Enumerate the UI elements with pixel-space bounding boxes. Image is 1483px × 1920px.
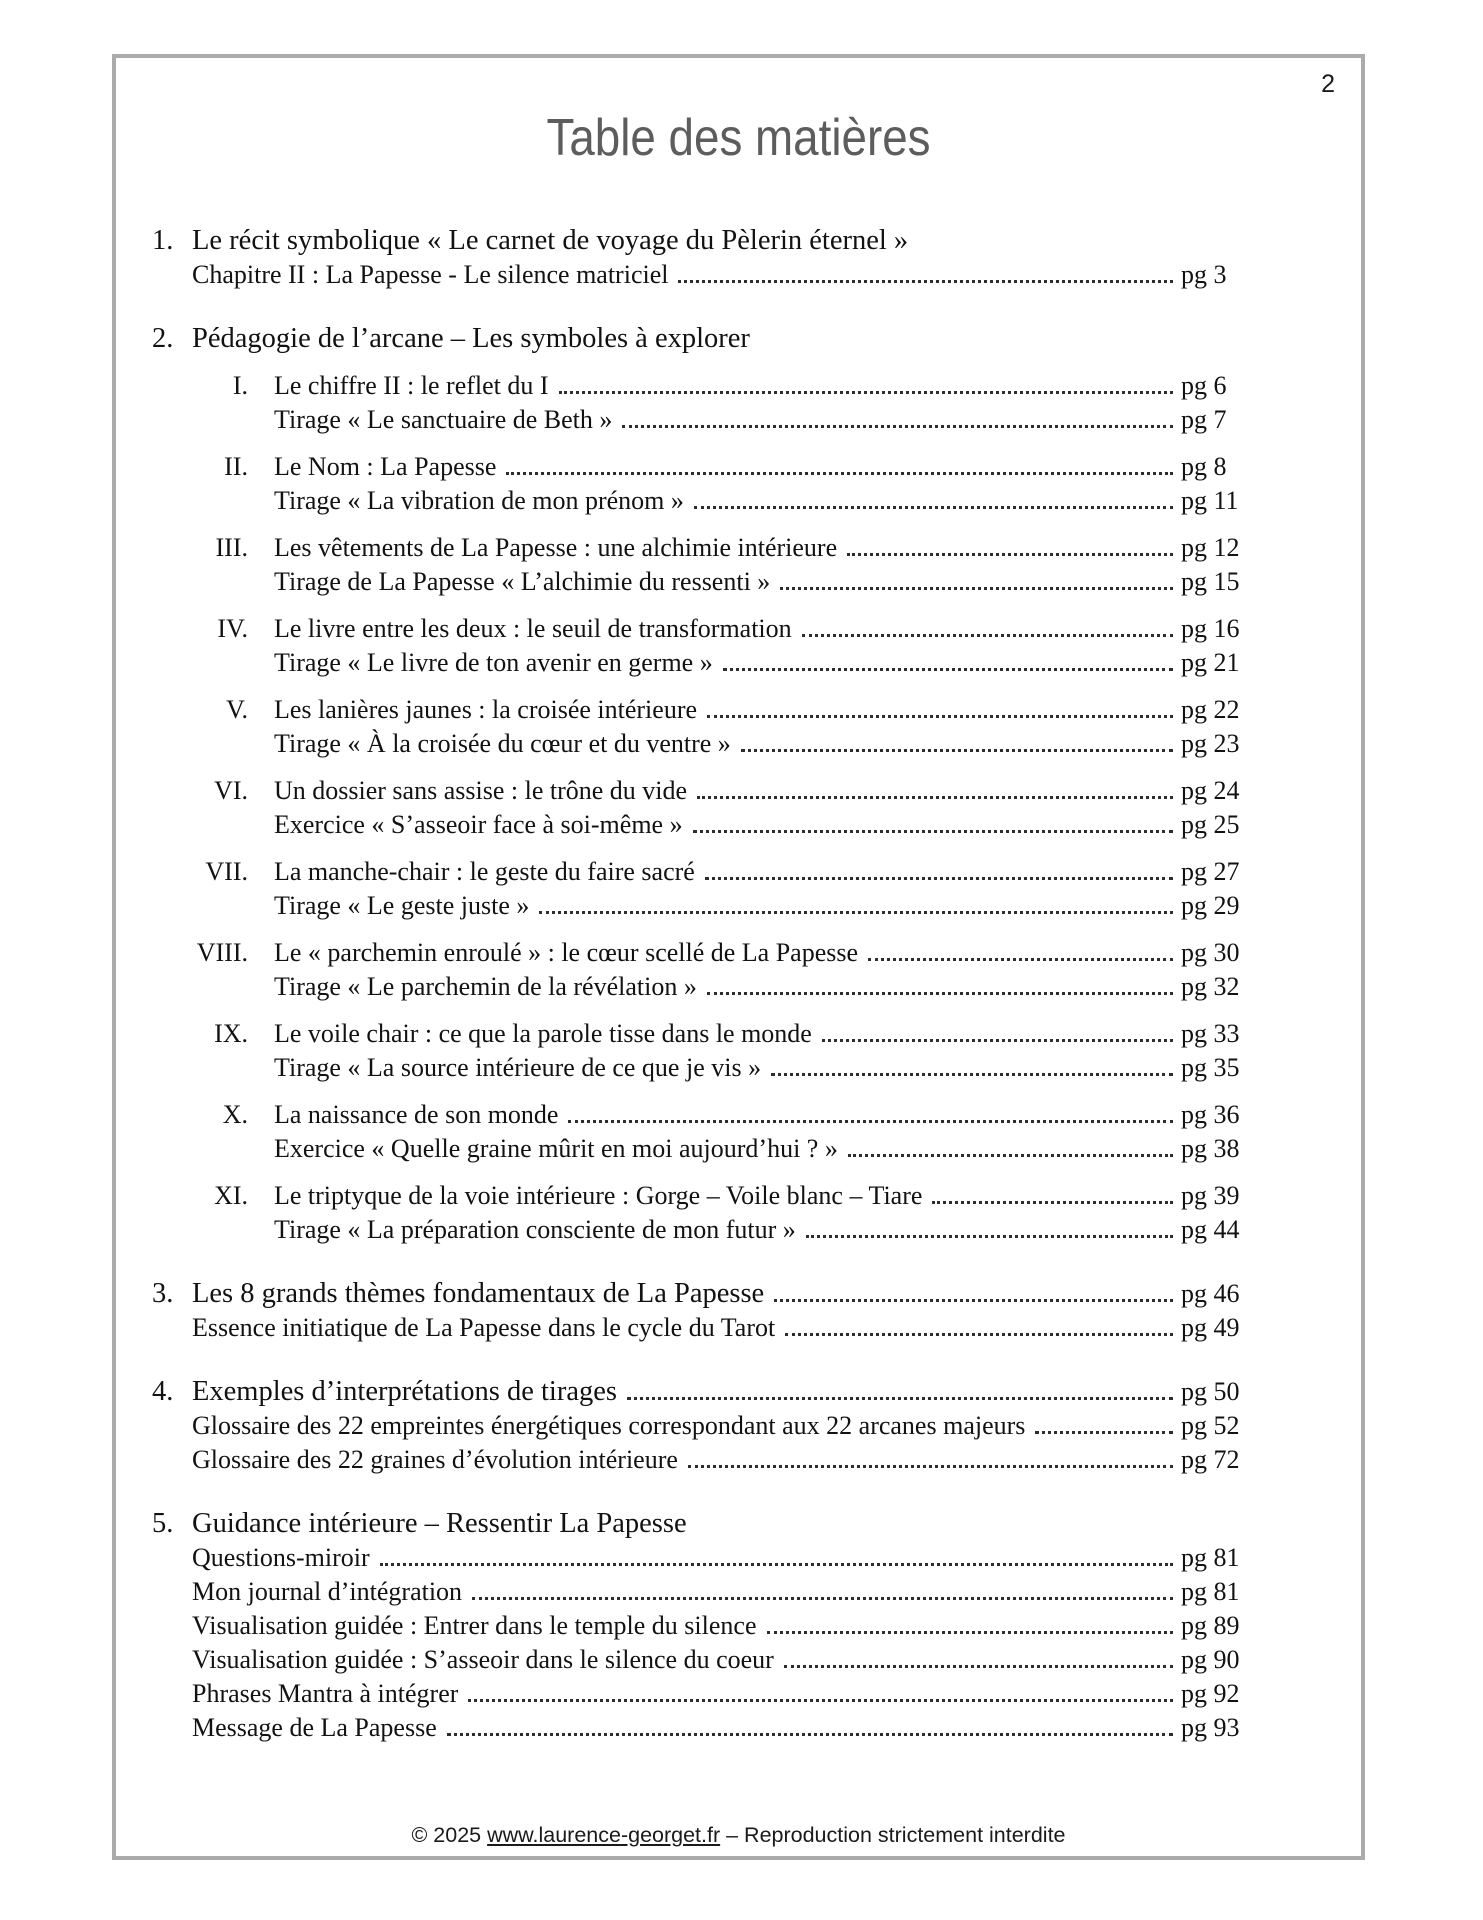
toc-entry-label: Tirage « La vibration de mon prénom »	[274, 486, 684, 515]
dotted-leader	[568, 1120, 1173, 1123]
toc-entry	[152, 808, 1261, 842]
toc-entry-label: Glossaire des 22 graines d’évolution intérieure	[192, 1445, 678, 1474]
toc-entry	[152, 612, 1261, 646]
toc-entry-number: 2.	[152, 323, 174, 354]
toc-entry	[152, 774, 1261, 808]
toc-entry-page: pg 24	[1181, 776, 1240, 805]
dotted-leader	[707, 992, 1173, 995]
toc-entry-label: Le livre entre les deux : le seuil de transformation	[274, 614, 792, 643]
toc-entry-label: Visualisation guidée : Entrer dans le temple du silence	[192, 1611, 757, 1640]
dotted-leader	[847, 553, 1173, 556]
toc-entry	[152, 1677, 1261, 1711]
toc-entry-page: pg 50	[1181, 1377, 1240, 1406]
toc-entry-page: pg 11	[1181, 486, 1239, 515]
dotted-leader	[559, 391, 1173, 394]
toc-entry-number: 3.	[152, 1278, 174, 1309]
dotted-leader	[697, 796, 1173, 799]
toc-entry-label: Glossaire des 22 empreintes énergétiques correspondant aux 22 arcanes majeurs	[192, 1411, 1026, 1440]
toc-entry-label: Le voile chair : ce que la parole tisse dans le monde	[274, 1019, 812, 1048]
toc-entry	[152, 1179, 1261, 1213]
toc-entry-number: X.	[222, 1100, 248, 1129]
toc-entry-label: Tirage « Le sanctuaire de Beth »	[274, 405, 613, 434]
toc-entry-number: VI.	[214, 776, 248, 805]
dotted-leader	[848, 1154, 1173, 1157]
dotted-leader	[447, 1733, 1173, 1736]
toc-entry-label: Guidance intérieure – Ressentir La Papesse	[192, 1508, 687, 1539]
toc-entry	[152, 258, 1261, 292]
toc-entry-page: pg 89	[1181, 1611, 1240, 1640]
toc-entry-label: Pédagogie de l’arcane – Les symboles à explorer	[192, 323, 750, 354]
toc-entry	[152, 1213, 1261, 1247]
toc-entry-page: pg 72	[1181, 1445, 1240, 1474]
toc-entry-label: Le « parchemin enroulé » : le cœur scellé de La Papesse	[274, 938, 859, 967]
toc-entry-label: Le récit symbolique « Le carnet de voyage du Pèlerin éternel »	[192, 225, 909, 256]
dotted-leader	[802, 634, 1173, 637]
toc-entry	[152, 531, 1261, 565]
toc-entry-number: 1.	[152, 225, 174, 256]
toc-entry-page: pg 46	[1181, 1279, 1240, 1308]
toc-entry-label: Tirage de La Papesse « L’alchimie du ressenti »	[274, 567, 771, 596]
toc-entry-label: Exercice « Quelle graine mûrit en moi aujourd’hui ? »	[274, 1134, 838, 1163]
dotted-leader	[694, 506, 1173, 509]
dotted-leader	[627, 1397, 1173, 1400]
dotted-leader	[380, 1563, 1173, 1566]
toc-entry-label: Tirage « La source intérieure de ce que je vis »	[274, 1053, 762, 1082]
toc-entry	[152, 970, 1261, 1004]
toc-entry	[152, 369, 1261, 403]
toc-entry	[152, 727, 1261, 761]
dotted-leader	[780, 587, 1173, 590]
toc-entry	[152, 1507, 1261, 1541]
toc-entry-label: Tirage « Le geste juste »	[274, 891, 530, 920]
toc-entry-number: VIII.	[196, 938, 248, 967]
toc-entry-page: pg 3	[1181, 260, 1227, 289]
toc-entry-page: pg 27	[1181, 857, 1240, 886]
toc-entry-page: pg 52	[1181, 1411, 1240, 1440]
dotted-leader	[774, 1299, 1173, 1302]
document-page	[112, 54, 1365, 1860]
toc-entry-label: Tirage « À la croisée du cœur et du ventre »	[274, 729, 731, 758]
page-number: 2	[1321, 70, 1335, 98]
dotted-leader	[723, 668, 1173, 671]
toc-entry-page: pg 33	[1181, 1019, 1240, 1048]
dotted-leader	[767, 1631, 1174, 1634]
dotted-leader	[1035, 1431, 1173, 1434]
toc-entry-page: pg 23	[1181, 729, 1240, 758]
toc-entry-page: pg 32	[1181, 972, 1240, 1001]
toc-entry-label: Le Nom : La Papesse	[274, 452, 497, 481]
dotted-leader	[784, 1665, 1173, 1668]
toc-entry-label: Visualisation guidée : S’asseoir dans le silence du coeur	[192, 1645, 774, 1674]
toc-entry-number: XI.	[214, 1181, 248, 1210]
footer-copyright: © 2025	[411, 1823, 488, 1847]
dotted-leader	[822, 1039, 1173, 1042]
page-title: Table des matières	[546, 109, 931, 167]
toc-entry-number: I.	[232, 371, 248, 400]
toc-entry-number: IX.	[214, 1019, 248, 1048]
dotted-leader	[468, 1699, 1173, 1702]
toc-entry-page: pg 15	[1181, 567, 1240, 596]
toc-entry-page: pg 36	[1181, 1100, 1240, 1129]
toc-entry-label: Un dossier sans assise : le trône du vide	[274, 776, 688, 805]
toc-entry-page: pg 93	[1181, 1713, 1240, 1742]
dotted-leader	[678, 280, 1173, 283]
dotted-leader	[771, 1073, 1173, 1076]
toc-entry-label: Les 8 grands thèmes fondamentaux de La Papesse	[192, 1278, 765, 1309]
toc-entry-label: Mon journal d’intégration	[192, 1577, 463, 1606]
toc-entry-page: pg 44	[1181, 1215, 1240, 1244]
toc-entry	[152, 1575, 1261, 1609]
toc-entry-page: pg 81	[1181, 1543, 1240, 1572]
toc-entry-label: Le triptyque de la voie intérieure : Gorge – Voile blanc – Tiare	[274, 1181, 923, 1210]
dotted-leader	[693, 830, 1173, 833]
toc-entry-number: 4.	[152, 1376, 174, 1407]
toc-entry-label: Tirage « Le parchemin de la révélation »	[274, 972, 697, 1001]
toc-entry-page: pg 30	[1181, 938, 1240, 967]
footer-notice: – Reproduction strictement interdite	[720, 1823, 1066, 1847]
toc-entry-label: Message de La Papesse	[192, 1713, 437, 1742]
toc-entry-number: 5.	[152, 1508, 174, 1539]
toc-entry	[152, 1443, 1261, 1477]
toc-entry-page: pg 35	[1181, 1053, 1240, 1082]
toc-entry-page: pg 29	[1181, 891, 1240, 920]
toc-entry	[152, 1609, 1261, 1643]
toc-entry-label: Tirage « Le livre de ton avenir en germe »	[274, 648, 713, 677]
toc-entry-page: pg 16	[1181, 614, 1240, 643]
toc-entry-page: pg 81	[1181, 1577, 1240, 1606]
toc-entry	[152, 450, 1261, 484]
toc-entry	[152, 484, 1261, 518]
toc-entry-label: Essence initiatique de La Papesse dans le cycle du Tarot	[192, 1313, 776, 1342]
toc-entry-page: pg 6	[1181, 371, 1227, 400]
dotted-leader	[741, 749, 1173, 752]
toc-entry-label: Exercice « S’asseoir face à soi-même »	[274, 810, 683, 839]
toc-entry-label: Exemples d’interprétations de tirages	[192, 1376, 617, 1407]
toc-entry	[152, 855, 1261, 889]
dotted-leader	[539, 911, 1173, 914]
toc-entry-label: Le chiffre II : le reflet du I	[274, 371, 549, 400]
toc-entry-label: La manche-chair : le geste du faire sacré	[274, 857, 695, 886]
toc-entry-number: IV.	[217, 614, 248, 643]
dotted-leader	[622, 425, 1173, 428]
toc-entry	[152, 936, 1261, 970]
toc-entry	[152, 224, 1261, 258]
toc-entry-number: VII.	[205, 857, 248, 886]
toc-entry-label: Chapitre II : La Papesse - Le silence matriciel	[192, 260, 669, 289]
toc-entry	[152, 693, 1261, 727]
toc-entry	[152, 1051, 1261, 1085]
toc-entry-page: pg 25	[1181, 810, 1240, 839]
toc-entry-label: Phrases Mantra à intégrer	[192, 1679, 459, 1708]
dotted-leader	[688, 1465, 1173, 1468]
dotted-leader	[932, 1201, 1173, 1204]
toc-entry-number: III.	[215, 533, 248, 562]
dotted-leader	[785, 1333, 1173, 1336]
toc-entry	[152, 1017, 1261, 1051]
toc-entry	[152, 1132, 1261, 1166]
toc-entry	[152, 1409, 1261, 1443]
toc-entry-page: pg 21	[1181, 648, 1240, 677]
toc-entry	[152, 565, 1261, 599]
toc-entry-page: pg 90	[1181, 1645, 1240, 1674]
toc-entry	[152, 1643, 1261, 1677]
toc-entry-label: Questions-miroir	[192, 1543, 370, 1572]
toc-entry-label: Les lanières jaunes : la croisée intérieure	[274, 695, 698, 724]
dotted-leader	[868, 958, 1173, 961]
dotted-leader	[806, 1235, 1173, 1238]
toc-entry-number: V.	[226, 695, 248, 724]
dotted-leader	[472, 1597, 1173, 1600]
toc-list	[116, 224, 1361, 1745]
toc-entry	[152, 1541, 1261, 1575]
toc-entry-page: pg 12	[1181, 533, 1240, 562]
toc-entry-page: pg 38	[1181, 1134, 1240, 1163]
toc-entry	[152, 1711, 1261, 1745]
dotted-leader	[705, 877, 1173, 880]
toc-entry-number: II.	[224, 452, 248, 481]
toc-entry-page: pg 7	[1181, 405, 1227, 434]
toc-entry-label: Les vêtements de La Papesse : une alchimie intérieure	[274, 533, 838, 562]
toc-entry-page: pg 92	[1181, 1679, 1240, 1708]
toc-entry	[152, 1375, 1261, 1409]
toc-entry-page: pg 39	[1181, 1181, 1240, 1210]
footer-link[interactable]: www.laurence-georget.fr	[487, 1823, 721, 1847]
toc-entry	[152, 403, 1261, 437]
dotted-leader	[506, 472, 1173, 475]
toc-entry-page: pg 22	[1181, 695, 1240, 724]
toc-entry-page: pg 49	[1181, 1313, 1240, 1342]
footer	[116, 1823, 1361, 1848]
toc-entry-label: La naissance de son monde	[274, 1100, 559, 1129]
toc-entry	[152, 322, 1261, 356]
toc-entry	[152, 646, 1261, 680]
toc-entry	[152, 889, 1261, 923]
toc-entry-page: pg 8	[1181, 452, 1227, 481]
toc-entry	[152, 1277, 1261, 1311]
toc-entry-label: Tirage « La préparation consciente de mon futur »	[274, 1215, 796, 1244]
dotted-leader	[707, 715, 1173, 718]
toc-entry	[152, 1098, 1261, 1132]
toc-entry	[152, 1311, 1261, 1345]
